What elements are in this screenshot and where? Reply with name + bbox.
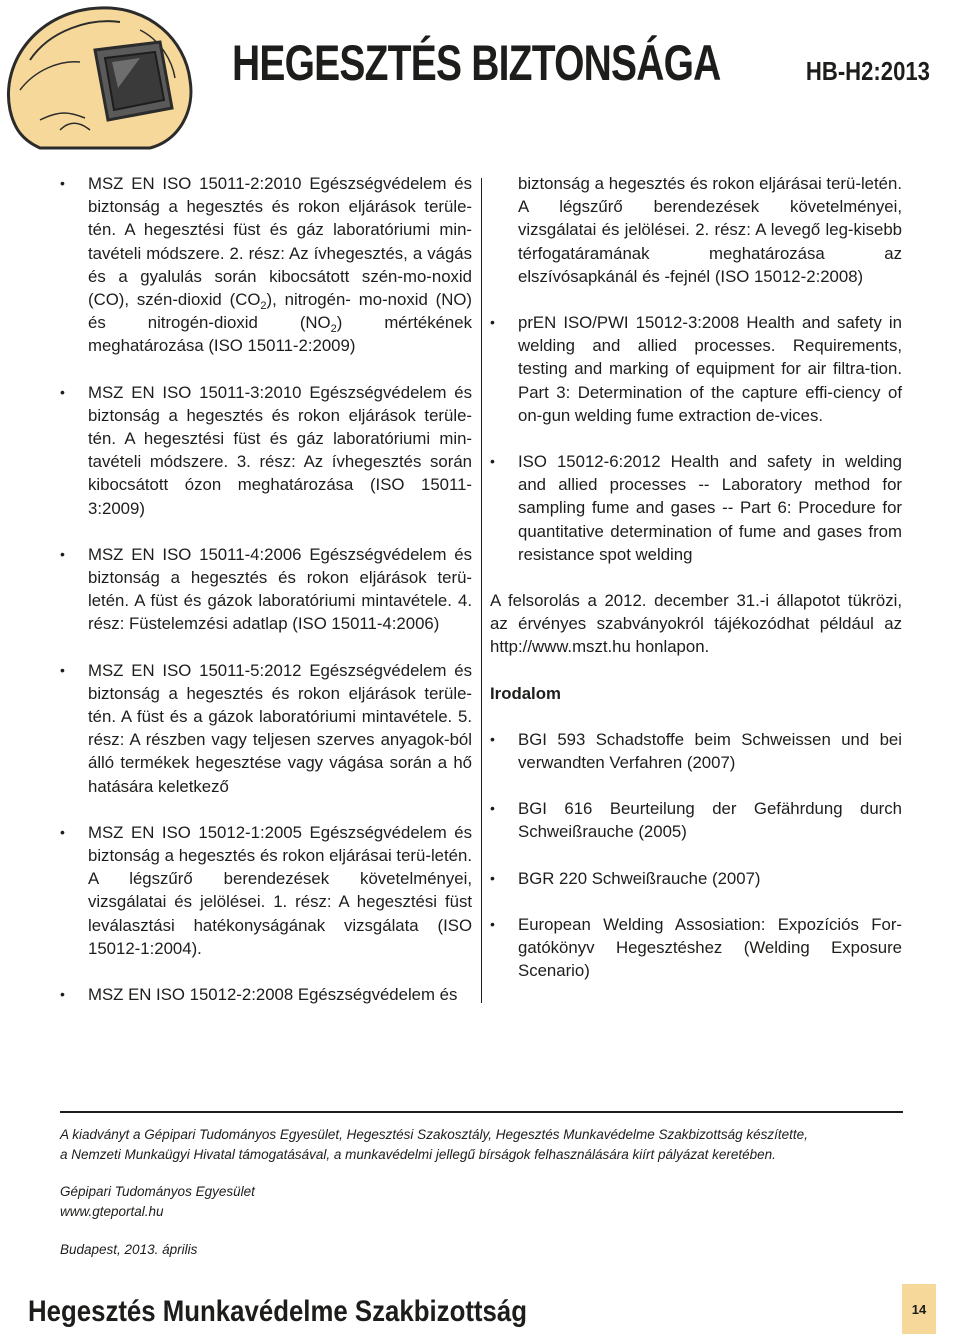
left-column (60, 172, 472, 1029)
welding-helmet-icon (0, 0, 210, 150)
organization-url: www.gteportal.hu (60, 1204, 164, 1219)
list-item: • prEN ISO/PWI 15012-3:2008 Health and safety in welding and allied processes. Requirements, testing and marking of equipment for air filtra-tion. Part 3: Determination of the capture effi-ciency of on-gun welding fume extraction de-vices. (490, 311, 902, 427)
literature-item: • BGI 616 Beurteilung der Gefährdung durch Schweißrauche (2005) (490, 797, 902, 843)
footer-place-date: Budapest, 2013. április (60, 1242, 198, 1257)
list-item: • ISO 15012-6:2012 Health and safety in welding and allied processes -- Laboratory method for sampling fume and gases -- Part 6: Procedure for quantitative determination of fume and gases from resistance spot welding (490, 450, 902, 566)
document-code: HB-H2:2013 (805, 56, 930, 86)
list-item: • MSZ EN ISO 15012-1:2005 Egészségvédelem és biztonság a hegesztés és rokon eljárásai terü-letén. A légszűrő berendezések követelményei, vizsgálatai és jelölései. 1. rész: A hegesztési füst leválasztási hatékonyságának vizsgálata (ISO 15012-1:2004). (60, 821, 472, 960)
credits-line: a Nemzeti Munkaügyi Hivatal támogatásával, a munkavédelmi jellegű bírságok felhasználására kiírt pályázat keretében. (60, 1147, 776, 1162)
credits-line: A kiadványt a Gépipari Tudományos Egyesület, Hegesztési Szakosztály, Hegesztés Munkavédelme Szakbizottság készítette, (60, 1127, 808, 1142)
committee-title: Hegesztés Munkavédelme Szakbizottság (28, 1295, 527, 1328)
list-item: • MSZ EN ISO 15011-5:2012 Egészségvédelem és biztonság a hegesztés és rokon eljárások terüle-tén. A füst és a gázok laboratóriumi mintavétele. 5. rész: A részben vagy teljesen szerves anyagok-ból álló termékek hegesztése vagy vágása során a hő hatására keletkező (60, 659, 472, 798)
literature-item: • BGR 220 Schweißrauche (2007) (490, 867, 902, 890)
right-column (490, 172, 902, 1005)
list-item-continuation: biztonság a hegesztés és rokon eljárásai terü-letén. A légszűrő berendezések követelményei, vizsgálatai és jelölései. 2. rész: A levegő leg-kisebb térfogatáramának meghatározása az elszívósapkánál és -fejnél (ISO 15012-2:2008) (518, 174, 902, 286)
list-item: • MSZ EN ISO 15011-3:2010 Egészségvédelem és biztonság a hegesztés és rokon eljárások terüle-tén. A hegesztési füst és gáz laboratóriumi min-tavételi módszere. 3. rész: Az ívhegesztés során kibocsátott ózon meghatározása (ISO 15011-3:2009) (60, 381, 472, 520)
column-divider (481, 178, 482, 1003)
list-item: • MSZ EN ISO 15011-4:2006 Egészségvédelem és biztonság a hegesztés és rokon eljárások terü-letén. A füst és gázok laboratóriumi mintavétele. 4. rész: Füstelemzési adatlap (ISO 15011-4:2006) (60, 543, 472, 636)
footer-organization (60, 1182, 920, 1222)
page-number-box (902, 1284, 936, 1334)
footer-credits (60, 1125, 920, 1165)
literature-item: • European Welding Assosiation: Expozíciós For-gatókönyv Hegesztéshez (Welding Exposure Scenario) (490, 913, 902, 983)
page-number: 14 (911, 1302, 927, 1317)
organization-name: Gépipari Tudományos Egyesület (60, 1184, 255, 1199)
page-title: HEGESZTÉS BIZTONSÁGA (232, 35, 721, 91)
list-item: • MSZ EN ISO 15012-2:2008 Egészségvédelem és (60, 983, 472, 1006)
footer-rule (60, 1111, 903, 1113)
literature-heading: Irodalom (490, 683, 561, 703)
standards-note: A felsorolás a 2012. december 31.-i állapotot tükrözi, az érvényes szabványokról tájékozódhat például az http://www.mszt.hu honlapon. (490, 591, 902, 657)
literature-item: • BGI 593 Schadstoffe beim Schweissen und bei verwandten Verfahren (2007) (490, 728, 902, 774)
list-item: • MSZ EN ISO 15011-2:2010 Egészségvédelem és biztonság a hegesztés és rokon eljárások terüle-tén. A hegesztési füst és gáz laboratóriumi min-tavételi módszere. 2. rész: Az ívhegesztés, a vágás és a gyalulás során kibocsátott szén-mo-noxid (CO), szén-dioxid $(CO_2)$, nitrogén- mo-noxid (NO) és nitrogén-dioxid $(NO_2)$ mértékének meghatározása (ISO 15011-2:2009) (60, 172, 472, 358)
